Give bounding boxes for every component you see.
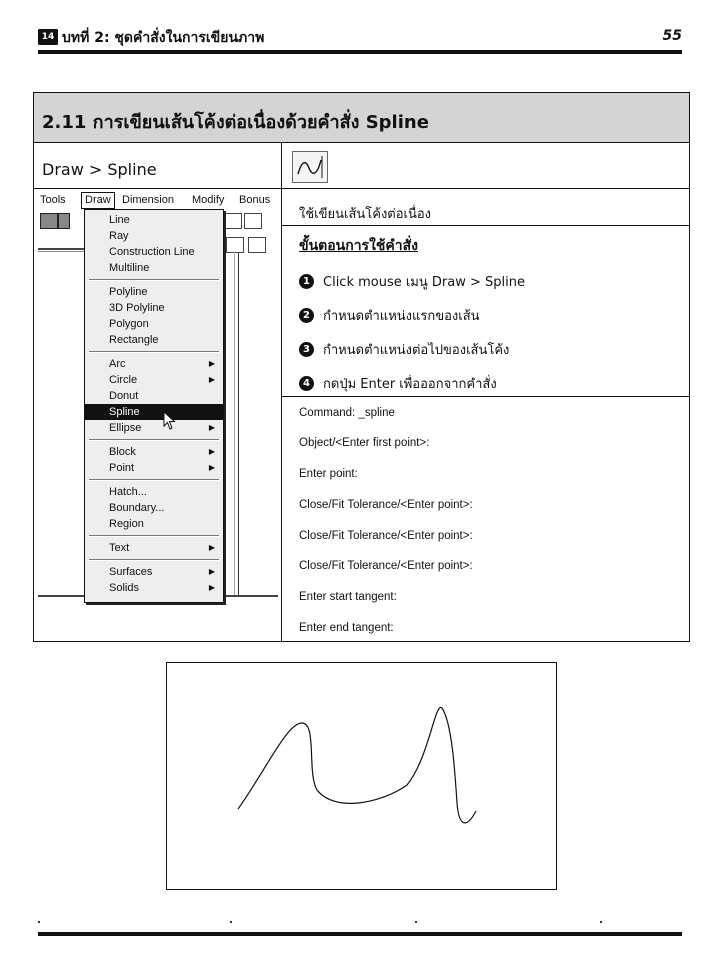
menu-separator: [89, 559, 219, 561]
submenu-arrow-icon: ▶: [208, 583, 215, 592]
menu-item-text[interactable]: Text ▶: [109, 542, 215, 554]
menu-item-block[interactable]: Block ▶: [109, 446, 215, 458]
command-line: Enter point:: [299, 468, 358, 480]
menu-item-donut[interactable]: Donut: [109, 390, 139, 402]
menu-draw[interactable]: Draw: [81, 192, 115, 209]
page-dot: [600, 921, 602, 923]
toolbar-button-icon[interactable]: [248, 237, 266, 253]
menu-tools[interactable]: Tools: [40, 194, 66, 206]
menu-item-spline[interactable]: Spline: [85, 404, 223, 420]
step-item: [299, 305, 480, 326]
toolbar-button-icon[interactable]: [40, 213, 58, 229]
mouse-pointer-icon: [163, 411, 177, 431]
column-divider: [281, 142, 282, 641]
page-number: 55: [662, 28, 682, 44]
menu-item-construction-line[interactable]: Construction Line: [109, 246, 195, 258]
menu-separator: [89, 535, 219, 537]
chapter-title: บทที่ 2: ชุดคำสั่งในการเขียนภาพ: [62, 30, 265, 46]
menu-item-polygon[interactable]: Polygon: [109, 318, 149, 330]
row-divider: [282, 225, 689, 226]
page-dot: [230, 921, 232, 923]
section-title: 2.11 การเขียนเส้นโค้งต่อเนื่องด้วยคำสั่ง Spline: [42, 112, 429, 133]
command-line: Enter end tangent:: [299, 622, 394, 634]
command-description: ใช้เขียนเส้นโค้งต่อเนื่อง: [299, 207, 432, 222]
step-number: 1: [299, 274, 314, 289]
submenu-arrow-icon: ▶: [208, 543, 215, 552]
spline-example-drawing: [166, 662, 557, 890]
command-line: Command: _spline: [299, 407, 395, 419]
menu-item-circle[interactable]: Circle ▶: [109, 374, 215, 386]
menu-item-solids[interactable]: Solids ▶: [109, 582, 215, 594]
menu-item-arc[interactable]: Arc ▶: [109, 358, 215, 370]
menu-separator: [89, 351, 219, 353]
window-border: [238, 252, 239, 597]
step-text: กำหนดตำแหน่งต่อไปของเส้นโค้ง: [323, 343, 510, 358]
menu-separator: [89, 439, 219, 441]
menu-item-surfaces[interactable]: Surfaces ▶: [109, 566, 215, 578]
step-text: Click mouse เมนู Draw > Spline: [323, 275, 525, 290]
step-text: กำหนดตำแหน่งแรกของเส้น: [323, 309, 480, 324]
step-item: [299, 373, 497, 394]
menu-item-rectangle[interactable]: Rectangle: [109, 334, 159, 346]
step-text: กดปุ่ม Enter เพื่อออกจากคำสั่ง: [323, 377, 497, 392]
spline-curve: [238, 707, 476, 822]
spline-section-table: [33, 92, 690, 642]
step-item: [299, 339, 509, 360]
submenu-arrow-icon: ▶: [208, 359, 215, 368]
row-divider: [34, 188, 689, 189]
menu-item-ray[interactable]: Ray: [109, 230, 129, 242]
toolbar-button-icon[interactable]: [58, 213, 70, 229]
footer-rule: [38, 932, 682, 936]
step-item: [299, 271, 525, 292]
section-title-bar: [34, 93, 689, 143]
toolbar-button-icon[interactable]: [224, 213, 242, 229]
book-icon: 14: [38, 29, 58, 45]
submenu-arrow-icon: ▶: [208, 447, 215, 456]
draw-dropdown-menu: [84, 209, 224, 603]
menu-separator: [89, 479, 219, 481]
header-rule: [38, 50, 682, 54]
submenu-arrow-icon: ▶: [208, 423, 215, 432]
menu-item-ellipse[interactable]: Ellipse ▶: [109, 422, 215, 434]
menu-modify[interactable]: Modify: [192, 194, 225, 206]
page-header: [38, 27, 686, 49]
page-dot: [38, 921, 40, 923]
window-border: [38, 251, 88, 252]
autocad-menu-screenshot: [38, 192, 278, 612]
menu-bar: [38, 192, 278, 209]
menu-separator: [89, 279, 219, 281]
menu-dimension[interactable]: Dimension: [122, 194, 174, 206]
command-line: Object/<Enter first point>:: [299, 437, 430, 449]
step-number: 3: [299, 342, 314, 357]
menu-item-polyline[interactable]: Polyline: [109, 286, 148, 298]
menu-item-hatch[interactable]: Hatch...: [109, 486, 147, 498]
toolbar-button-icon[interactable]: [226, 237, 244, 253]
menu-item-multiline[interactable]: Multiline: [109, 262, 150, 274]
command-line: Close/Fit Tolerance/<Enter point>:: [299, 560, 473, 572]
command-line: Close/Fit Tolerance/<Enter point>:: [299, 499, 473, 511]
step-number: 4: [299, 376, 314, 391]
steps-heading: ขั้นตอนการใช้คำสั่ง: [299, 238, 419, 254]
submenu-arrow-icon: ▶: [208, 567, 215, 576]
menu-path-label: Draw > Spline: [42, 160, 157, 179]
menu-item-3d-polyline[interactable]: 3D Polyline: [109, 302, 165, 314]
menu-item-region[interactable]: Region: [109, 518, 144, 530]
window-border: [38, 248, 88, 250]
submenu-arrow-icon: ▶: [208, 375, 215, 384]
menu-item-line[interactable]: Line: [109, 214, 130, 226]
spline-curve-icon: [292, 151, 328, 183]
row-divider: [282, 396, 689, 397]
menu-item-boundary[interactable]: Boundary...: [109, 502, 165, 514]
menu-bonus[interactable]: Bonus: [239, 194, 271, 206]
page-dot: [415, 921, 417, 923]
submenu-arrow-icon: ▶: [208, 463, 215, 472]
toolbar-button-icon[interactable]: [244, 213, 262, 229]
window-border: [234, 252, 235, 597]
command-line: Enter start tangent:: [299, 591, 397, 603]
menu-item-point[interactable]: Point ▶: [109, 462, 215, 474]
command-line: Close/Fit Tolerance/<Enter point>:: [299, 530, 473, 542]
step-number: 2: [299, 308, 314, 323]
